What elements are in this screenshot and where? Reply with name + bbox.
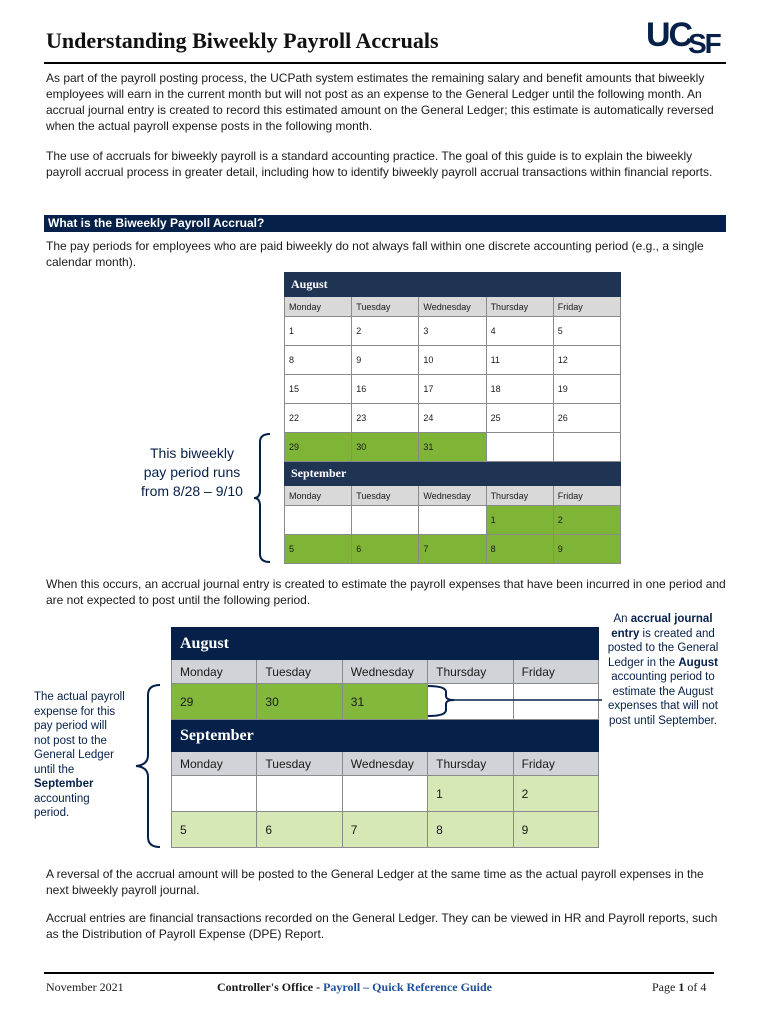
section-paragraph-1: The pay periods for employees who are paid biweekly do not always fall within one discrete accounting period (e.g., a single calendar month).: [46, 239, 704, 269]
cal1-date: [553, 433, 620, 462]
cal1-date: [352, 506, 419, 535]
cal2-date-pay-period: 8: [428, 812, 513, 848]
cal1-date-pay-period: 30: [352, 433, 419, 462]
cal1-date: [285, 506, 352, 535]
accrual-entry-note: [604, 612, 722, 728]
calendar-august-september-2: [171, 627, 599, 848]
cal1-date-pay-period: 5: [285, 535, 352, 564]
cal1-day-header: Wednesday: [419, 297, 486, 317]
cal2-day-header: Tuesday: [257, 752, 342, 776]
cal1-date-pay-period: 9: [553, 535, 620, 564]
cal1-date: 3: [419, 317, 486, 346]
bracket-pointer-icon: [426, 682, 602, 722]
cal1-date: 11: [486, 346, 553, 375]
brace-icon: [128, 683, 168, 849]
cal2-day-header: Monday: [172, 660, 257, 684]
footer-page-num: 1: [678, 980, 685, 994]
intro-paragraph-2: The use of accruals for biweekly payroll is a standard accounting practice. The goal of this guide is to explain the biweekly payroll accrual process in greater detail, including how to identify biweekly payroll accrual transactions within financial reports.: [46, 149, 713, 179]
cal1-date: 15: [285, 375, 352, 404]
cal2-date-pay-period: 1: [428, 776, 513, 812]
section-paragraph-3: A reversal of the accrual amount will be posted to the General Ledger at the same time as the actual payroll expenses in the next biweekly payroll journal.: [46, 867, 704, 897]
cal2-day-header: Friday: [513, 752, 598, 776]
cal2-day-header: Monday: [172, 752, 257, 776]
cal1-date: 5: [553, 317, 620, 346]
cal2-date: [257, 776, 342, 812]
cal2-date-pay-period: 29: [172, 684, 257, 720]
note-left-text-2: accounting period.: [34, 792, 90, 819]
cal2-day-header: Friday: [513, 660, 598, 684]
cal2-date-pay-period: 7: [342, 812, 427, 848]
cal1-date: 22: [285, 404, 352, 433]
page-title: Understanding Biweekly Payroll Accruals: [46, 28, 439, 53]
cal1-date-pay-period: 31: [419, 433, 486, 462]
cal1-date: [486, 433, 553, 462]
note-left-text-1: The actual payroll expense for this pay period will not post to the General Ledger until the: [34, 691, 125, 776]
cal1-date: 10: [419, 346, 486, 375]
pay-period-note: This biweekly pay period runs from 8/28 – 9/10: [141, 445, 243, 499]
actual-expense-note: [34, 690, 126, 821]
cal1-date-pay-period: 7: [419, 535, 486, 564]
section-paragraph-2: When this occurs, an accrual journal entry is created to estimate the payroll expenses that have been incurred in one period and are not expected to post until the following period.: [46, 577, 726, 607]
cal2-date-pay-period: 30: [257, 684, 342, 720]
footer-page-of: of 4: [684, 980, 707, 994]
cal1-day-header: Tuesday: [352, 486, 419, 506]
note-right-bold-2: August: [678, 656, 718, 669]
cal1-day-header: Wednesday: [419, 486, 486, 506]
cal2-day-header: Thursday: [428, 660, 513, 684]
section-heading: What is the Biweekly Payroll Accrual?: [44, 215, 726, 232]
calendar1-month-september: September: [285, 462, 621, 486]
cal1-date: 17: [419, 375, 486, 404]
logo-uc: UC: [646, 16, 692, 54]
cal1-date-pay-period: 29: [285, 433, 352, 462]
footer-date: November 2021: [46, 980, 124, 994]
cal2-date: [172, 776, 257, 812]
cal1-date: 9: [352, 346, 419, 375]
cal1-date: 26: [553, 404, 620, 433]
footer-guide-title: [217, 980, 492, 995]
cal2-date-pay-period: 6: [257, 812, 342, 848]
cal1-date: 12: [553, 346, 620, 375]
footer-page-prefix: Page: [652, 980, 679, 994]
note-right-bold-1: accrual journal entry: [611, 613, 713, 640]
cal1-date: 2: [352, 317, 419, 346]
cal1-day-header: Monday: [285, 297, 352, 317]
cal1-day-header: Monday: [285, 486, 352, 506]
ucsf-logo: [646, 14, 726, 58]
cal1-day-header: Friday: [553, 486, 620, 506]
calendar2-month-september: September: [172, 720, 599, 752]
calendar-august-september-1: [284, 272, 621, 564]
cal1-date: 25: [486, 404, 553, 433]
cal1-date-pay-period: 1: [486, 506, 553, 535]
title-divider: [44, 62, 726, 64]
cal1-date-pay-period: 2: [553, 506, 620, 535]
cal2-date-pay-period: 9: [513, 812, 598, 848]
logo-sf: SF: [688, 28, 720, 59]
brace-icon: [252, 432, 274, 564]
cal2-day-header: Wednesday: [342, 752, 427, 776]
cal1-date: [419, 506, 486, 535]
footer-page-number: [652, 980, 706, 995]
cal1-date: 18: [486, 375, 553, 404]
footer-guide: Payroll – Quick Reference Guide: [323, 980, 492, 994]
cal1-day-header: Thursday: [486, 486, 553, 506]
cal1-date: 19: [553, 375, 620, 404]
intro-paragraph-1: As part of the payroll posting process, the UCPath system estimates the remaining salary and benefit amounts that biweekly employees will earn in the current month but will not post as an expense to the General Ledger until the following month. An accrual journal entry is created to record this estimated amount on the General Ledger; this estimate is automatically reversed when the actual payroll expense posts in the following month.: [46, 71, 714, 133]
cal1-date: 24: [419, 404, 486, 433]
cal2-day-header: Wednesday: [342, 660, 427, 684]
cal1-date-pay-period: 6: [352, 535, 419, 564]
note-right-text-1: An: [613, 613, 631, 625]
cal1-date: 8: [285, 346, 352, 375]
cal2-date-pay-period: 31: [342, 684, 427, 720]
cal1-date: 16: [352, 375, 419, 404]
note-right-text-3: accounting period to estimate the August expenses that will not post until September.: [608, 671, 718, 727]
calendar1-month-august: August: [285, 273, 621, 297]
footer-office: Controller's Office -: [217, 980, 324, 994]
cal1-date: 23: [352, 404, 419, 433]
note-left-bold: September: [34, 778, 94, 790]
calendar2-month-august: August: [172, 628, 599, 660]
cal1-date: 1: [285, 317, 352, 346]
cal1-date: 4: [486, 317, 553, 346]
cal1-date-pay-period: 8: [486, 535, 553, 564]
cal2-date-pay-period: 5: [172, 812, 257, 848]
cal2-day-header: Thursday: [428, 752, 513, 776]
section-paragraph-4: Accrual entries are financial transactions recorded on the General Ledger. They can be viewed in HR and Payroll reports, such as the Distribution of Payroll Expense (DPE) Report.: [46, 911, 718, 941]
cal1-day-header: Tuesday: [352, 297, 419, 317]
cal2-date-pay-period: 2: [513, 776, 598, 812]
cal2-day-header: Tuesday: [257, 660, 342, 684]
cal1-day-header: Thursday: [486, 297, 553, 317]
footer-divider: [44, 972, 714, 974]
note-right-text-2: is created and posted to the General Ledger in the: [607, 627, 719, 669]
cal1-day-header: Friday: [553, 297, 620, 317]
cal2-date: [342, 776, 427, 812]
